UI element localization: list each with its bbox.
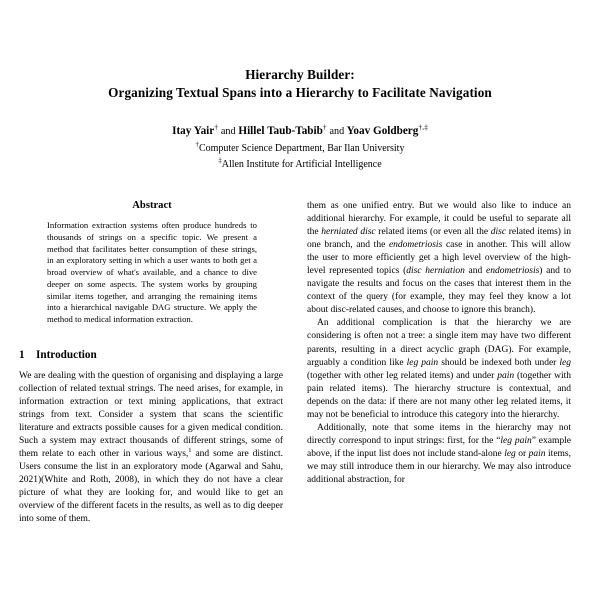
emphasized-term: leg pain	[500, 435, 532, 446]
section-heading-introduction	[19, 348, 283, 362]
page-title	[0, 66, 600, 101]
text-run: related items) in one branch, and the	[307, 227, 571, 251]
emphasized-term: herniated disc	[321, 227, 376, 238]
right-column-paragraphs	[307, 200, 571, 487]
text-run: case in another. This will allow the user to more efficiently get a high level overview of the high-level represented topics (	[307, 240, 571, 277]
text-run: (together with other leg related items) and under	[307, 370, 498, 381]
paragraph	[307, 200, 571, 317]
abstract-block	[19, 200, 283, 326]
author-conjunction-2: and	[329, 126, 345, 137]
author-list	[0, 124, 600, 139]
text-run: An additional complication is that the hierarchy we are considering is often not a tree: a single item may have two different parents, resulting in a direct acyclic graph (DAG). For example, arguably a condition like	[307, 318, 571, 368]
text-run: Additionally, note that some items in the hierarchy may not directly correspond to input strings: first, for the “	[307, 422, 571, 446]
emphasized-term: pain	[528, 448, 546, 459]
section-number: 1	[19, 348, 25, 361]
emphasized-term: leg	[559, 357, 571, 368]
author-2-affil-marks: †	[322, 122, 327, 132]
title-block	[0, 0, 600, 172]
text-run: them as one unified entry. But we would also like to induce an additional hierarchy. For example, it could be useful to separate all the	[307, 201, 571, 238]
text-run: and	[464, 266, 486, 277]
left-column	[19, 200, 283, 526]
author-1	[172, 122, 219, 137]
title-line-1: Hierarchy Builder:	[245, 67, 355, 82]
paragraph	[307, 422, 571, 487]
title-line-2: Organizing Textual Spans into a Hierarchy to Facilitate Navigation	[108, 84, 492, 100]
affiliation-2-text: Allen Institute for Artificial Intelligence	[221, 159, 382, 171]
author-3-affil-marks: †,‡	[418, 122, 428, 132]
affiliation-2	[0, 158, 600, 171]
author-2	[238, 122, 327, 137]
affiliation-1	[0, 142, 600, 155]
emphasized-term: disc	[490, 227, 507, 238]
paragraph	[19, 370, 283, 527]
footnote-marker: 1	[188, 446, 192, 454]
paragraph	[307, 317, 571, 421]
text-run: items, we may still introduce them in our hierarchy. We may also introduce additional abstraction, for	[307, 448, 571, 485]
text-run: and some are distinct. Users consume the list in an exploratory mode (Agarwal and Sahu, 2021)(White and Roth, 2008), in which they do not have a clear picture of what they are looking for, and would like to get an overview of the different facets in the results, as well as to dig deeper into some of them.	[19, 449, 283, 525]
text-run: ) and to navigate the results and focus on the cases that interest them in the context of the query (for example, they may feel they know a lot about disc-related causes, and choose to ignore this branch).	[307, 266, 571, 316]
section-title: Introduction	[36, 348, 97, 361]
author-conjunction-1: and	[220, 126, 236, 137]
author-2-name: Hillel Taub-Tabib	[238, 125, 323, 137]
author-1-name: Itay Yair	[172, 125, 215, 137]
text-run: (together with pain related items). The hierarchy structure is contextual, and depends on the data: if there are not many other leg related items, it may not be beneficial to introduce this category into the hierarchy.	[307, 370, 571, 420]
two-column-body	[0, 200, 600, 526]
abstract-heading: Abstract	[132, 200, 172, 211]
emphasized-term: leg	[504, 448, 516, 459]
author-3	[346, 122, 428, 137]
left-column-paragraphs	[19, 370, 283, 527]
abstract-text: Information extraction systems often produce hundreds to thousands of strings on a specific topic. We present a method that facilitates better consumption of these strings, in an exploratory setting in which a user wants to both get a broad overview of what's available, and a chance to dive deeper on some aspects. The system works by grouping similar items together, and arranging the remaining items into a hierarchical navigable DAG structure. We apply the method to medical information extraction.	[47, 220, 257, 324]
text-run: ” example above, if the input list does not include stand-alone	[307, 435, 571, 459]
emphasized-term: leg pain	[406, 357, 439, 368]
emphasized-term: endometriosis	[485, 266, 540, 277]
emphasized-term: pain	[497, 370, 515, 381]
text-run: or	[515, 448, 529, 459]
affiliation-1-text: Computer Science Department, Bar Ilan University	[198, 143, 405, 154]
affiliation-1-mark: †	[195, 141, 199, 149]
author-3-name: Yoav Goldberg	[346, 125, 419, 137]
text-run: We are dealing with the question of organising and displaying a large collection of related textual strings. The need arises, for example, in information extraction or text mining applications, that extract strings from text. Consider a system that scans the scientific literature and extracts possible causes for a given medical condition. Such a system may extract thousands of different strings, some of them relate to each other in various ways,	[19, 370, 283, 460]
right-column	[307, 200, 571, 526]
affiliation-2-mark: ‡	[218, 158, 222, 166]
emphasized-term: endometriosis	[388, 240, 443, 251]
text-run: related items (or even all the	[375, 227, 491, 238]
author-1-affil-marks: †	[214, 122, 219, 132]
emphasized-term: disc herniation	[406, 266, 465, 277]
text-run: should be indexed both under	[438, 357, 560, 368]
